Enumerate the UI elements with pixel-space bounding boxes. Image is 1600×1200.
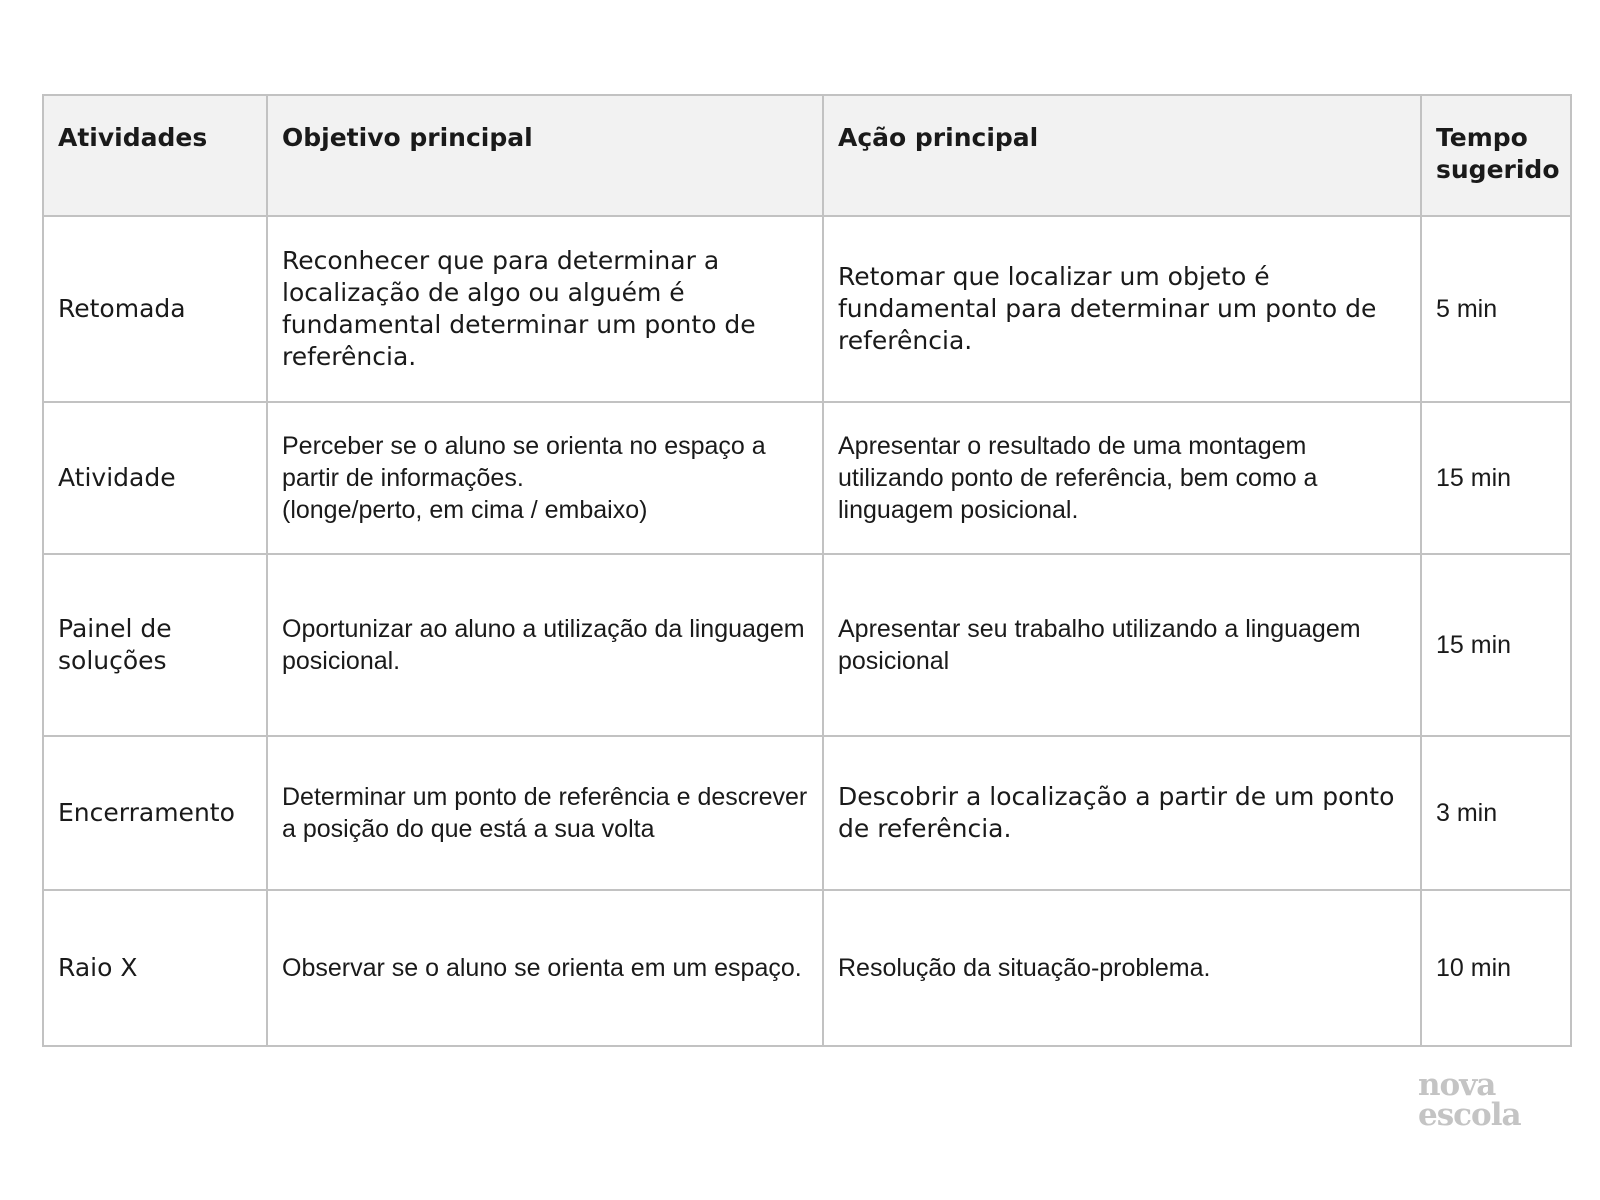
time-cell: 15 min <box>1421 402 1571 554</box>
action-cell: Apresentar o resultado de uma montagem utilizando ponto de referência, bem como a linguagem posicional. <box>823 402 1421 554</box>
time-cell: 10 min <box>1421 890 1571 1046</box>
table-body <box>43 216 1571 1046</box>
objective-cell: Perceber se o aluno se orienta no espaço a partir de informações. (longe/perto, em cima / embaixo) <box>267 402 823 554</box>
objective-cell: Oportunizar ao aluno a utilização da linguagem posicional. <box>267 554 823 736</box>
activity-cell: Raio X <box>43 890 267 1046</box>
header-suggested-time: Tempo sugerido <box>1421 95 1571 216</box>
action-cell: Descobrir a localização a partir de um ponto de referência. <box>823 736 1421 890</box>
table-row <box>43 216 1571 402</box>
time-cell: 15 min <box>1421 554 1571 736</box>
action-cell: Apresentar seu trabalho utilizando a linguagem posicional <box>823 554 1421 736</box>
table-row <box>43 736 1571 890</box>
action-cell: Resolução da situação-problema. <box>823 890 1421 1046</box>
logo-line-escola: escola <box>1418 1097 1521 1133</box>
activity-cell: Encerramento <box>43 736 267 890</box>
objective-cell: Observar se o aluno se orienta em um espaço. <box>267 890 823 1046</box>
header-main-action: Ação principal <box>823 95 1421 216</box>
nova-escola-logo <box>1418 1067 1548 1133</box>
table-row <box>43 554 1571 736</box>
action-cell: Retomar que localizar um objeto é fundamental para determinar um ponto de referência. <box>823 216 1421 402</box>
header-row <box>43 95 1571 216</box>
lesson-plan-table <box>42 94 1572 1047</box>
time-cell: 5 min <box>1421 216 1571 402</box>
header-main-objective: Objetivo principal <box>267 95 823 216</box>
logo-line-nova: nova <box>1418 1067 1496 1103</box>
activity-cell: Atividade <box>43 402 267 554</box>
header-activities: Atividades <box>43 95 267 216</box>
objective-cell: Determinar um ponto de referência e descrever a posição do que está a sua volta <box>267 736 823 890</box>
activity-cell: Painel de soluções <box>43 554 267 736</box>
table-header <box>43 95 1571 216</box>
table-row <box>43 890 1571 1046</box>
objective-cell: Reconhecer que para determinar a localização de algo ou alguém é fundamental determinar um ponto de referência. <box>267 216 823 402</box>
table-row <box>43 402 1571 554</box>
time-cell: 3 min <box>1421 736 1571 890</box>
activity-cell: Retomada <box>43 216 267 402</box>
